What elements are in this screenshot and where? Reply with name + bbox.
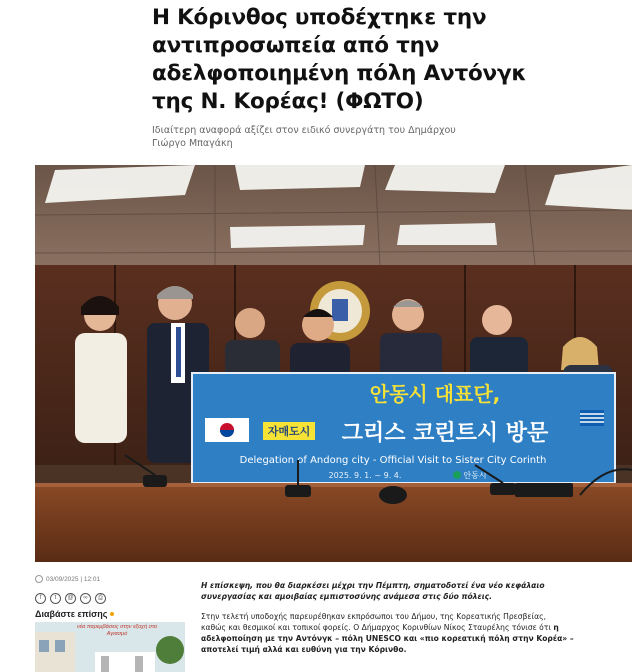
title-line: της Ν. Κορέας! (ΦΩΤΟ) <box>152 89 424 114</box>
read-also-heading <box>35 609 114 619</box>
para-line-bold <box>201 644 626 655</box>
publish-date-text: 03/09/2025 |​ 12:01 <box>46 575 101 583</box>
para-line: Στην τελετή υποδοχής παρευρέθηκαν εκπρόσωποι του Δήμου, της Κορεατικής Πρεσβείας, <box>201 612 546 621</box>
link-icon[interactable]: ∞ <box>80 593 91 604</box>
hero-photo[interactable] <box>35 165 632 562</box>
para-line-bold <box>201 633 626 644</box>
hero-photo-illustration <box>35 165 632 562</box>
banner-english: Delegation of Andong city - Official Visit to Sister City Corinth <box>239 455 547 466</box>
title-line: αντιπροσωπεία από την <box>152 33 440 58</box>
article-subtitle <box>152 124 532 150</box>
para-line <box>201 622 626 633</box>
print-icon[interactable]: ⎙ <box>95 593 106 604</box>
subtitle-line: Ιδιαίτερη αναφορά αξίζει στον ειδικό συνεργάτη του Δημάρχου <box>152 125 456 136</box>
clock-icon <box>35 575 43 583</box>
related-caption: νέα παρεμβάσεις στην εξοχή στο Αγιασμό <box>76 624 158 637</box>
title-line: αδελφοποιημένη πόλη Αντόνγκ <box>152 61 527 86</box>
facebook-icon[interactable]: f <box>35 593 46 604</box>
para-line-bold-text: αποτελεί τιμή αλλά και ευθύνη για την Κόρινθο. <box>201 645 407 654</box>
bullet-icon <box>110 612 114 616</box>
article-lead <box>201 580 626 602</box>
article-body <box>201 580 626 655</box>
title-line: Η Κόρινθος υποδέχτηκε την <box>152 5 487 30</box>
para-line-bold: η <box>553 623 559 632</box>
article-title <box>152 4 552 116</box>
read-also-label: Διαβάστε επίσης <box>35 609 108 619</box>
publish-date <box>35 575 100 583</box>
banner-title-1: 안동시 대표단, <box>369 382 501 406</box>
subtitle-line: Γιώργο Μπαγάκη <box>152 138 233 149</box>
lead-line: συνεργασίας και αμοιβαίας εμπιστοσύνης ανάμεσα στις δύο πόλεις. <box>201 592 493 601</box>
twitter-icon[interactable]: t <box>50 593 61 604</box>
lead-line: Η επίσκεψη, που θα διαρκέσει μέχρι την Πέμπτη, σηματοδοτεί ένα νέο κεφάλαιο <box>201 581 545 590</box>
para-line-text: καθώς και θεσμικοί και τοπικοί φορείς. Ο Δήμαρχος Κορινθίων Νίκος Σταυρέλης τόνισε ότι <box>201 623 554 632</box>
banner-tag: 자매도시 <box>267 425 311 438</box>
para-line-bold-text: αδελφοποίηση με την Αντόνγκ – πόλη UNESCO και «πιο κορεατική πόλη στην Κορέα» – <box>201 634 574 643</box>
banner-title-2: 그리스 코린트시 방문 <box>341 421 549 446</box>
email-icon[interactable]: @ <box>65 593 76 604</box>
banner-logo-text: 안동시 <box>463 471 487 480</box>
share-icons <box>35 593 106 604</box>
banner-date: 2025. 9. 1. ~ 9. 4. <box>328 471 402 480</box>
related-article-thumbnail[interactable] <box>35 622 185 672</box>
article-paragraph <box>201 611 626 655</box>
